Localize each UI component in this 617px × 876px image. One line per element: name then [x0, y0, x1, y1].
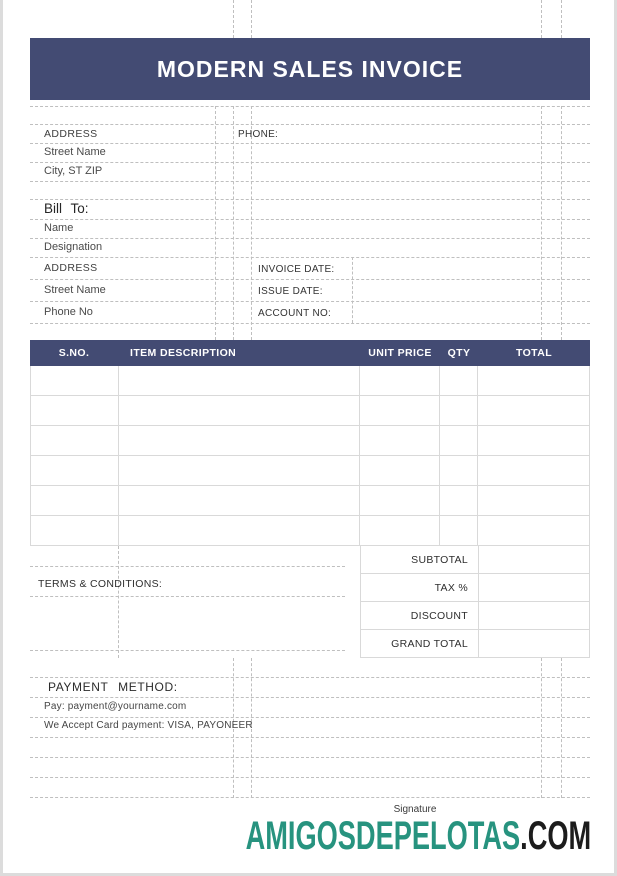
account-no-label: ACCOUNT NO:	[258, 308, 332, 319]
bill-to-address-label: ADDRESS	[44, 262, 98, 274]
empty-cell	[478, 396, 590, 426]
page-edge-left	[0, 0, 3, 876]
bill-to-heading: Bill To:	[44, 201, 89, 216]
signature-label: Signature	[393, 804, 437, 815]
grid-row	[30, 324, 590, 341]
empty-cell	[119, 426, 361, 456]
summary-spacer	[30, 602, 360, 630]
empty-cell	[360, 456, 440, 486]
bill-to-phone: Phone No	[44, 306, 93, 318]
terms-heading: TERMS & CONDITIONS:	[38, 578, 163, 590]
empty-cell	[478, 366, 590, 396]
grid-row	[30, 758, 590, 778]
grid-row	[30, 658, 590, 678]
summary-row-discount	[30, 602, 590, 630]
empty-cell	[119, 366, 361, 396]
issue-date-label: ISSUE DATE:	[258, 286, 323, 297]
payment-card-line: We Accept Card payment: VISA, PAYONEER	[44, 720, 253, 731]
grid-row	[30, 125, 590, 144]
payment-method-heading: PAYMENT METHOD:	[48, 680, 178, 694]
grand-total-value-cell	[478, 630, 590, 658]
grid-row	[30, 163, 590, 182]
grid-row	[30, 738, 590, 758]
empty-cell	[31, 396, 119, 426]
grid-row	[30, 182, 590, 200]
col-header-qty: QTY	[447, 347, 471, 359]
items-table-header	[30, 340, 590, 366]
grid-vline	[251, 0, 252, 38]
grid-vline	[561, 0, 562, 38]
invoice-title: MODERN SALES INVOICE	[156, 55, 464, 82]
empty-cell	[119, 486, 361, 516]
table-row	[31, 426, 590, 456]
watermark	[245, 816, 591, 856]
upper-grid-rows	[30, 106, 590, 341]
company-street: Street Name	[44, 146, 106, 158]
summary-row-grand-total	[30, 630, 590, 658]
company-city-zip: City, ST ZIP	[44, 165, 103, 177]
col-header-total: TOTAL	[515, 347, 553, 359]
table-row	[31, 456, 590, 486]
watermark-site-name: AMIGOSDEPELOTAS	[245, 814, 520, 858]
items-table	[30, 340, 590, 546]
empty-cell	[119, 456, 361, 486]
summary-spacer	[30, 630, 360, 658]
subtotal-value-cell	[478, 546, 590, 574]
discount-value-cell	[478, 602, 590, 630]
empty-cell	[440, 396, 478, 426]
empty-cell	[360, 396, 440, 426]
empty-cell	[478, 426, 590, 456]
grid-row	[30, 107, 590, 125]
empty-cell	[31, 426, 119, 456]
empty-cell	[440, 366, 478, 396]
summary-row-subtotal	[30, 546, 590, 574]
grid-row	[30, 220, 590, 239]
subtotal-label: SUBTOTAL	[360, 546, 478, 574]
grand-total-label: GRAND TOTAL	[360, 630, 478, 658]
empty-cell	[440, 426, 478, 456]
table-row	[31, 366, 590, 396]
bill-to-name: Name	[44, 222, 74, 234]
empty-cell	[478, 456, 590, 486]
empty-cell	[478, 486, 590, 516]
table-row	[31, 396, 590, 426]
phone-label: PHONE:	[238, 129, 279, 140]
col-header-sno: S.NO.	[58, 347, 90, 359]
watermark-tld: .COM	[519, 814, 591, 858]
empty-cell	[440, 486, 478, 516]
empty-cell	[31, 486, 119, 516]
table-row	[31, 486, 590, 516]
summary-spacer	[30, 546, 360, 574]
col-header-unit-price: UNIT PRICE	[368, 347, 432, 359]
tax-label: TAX %	[360, 574, 478, 602]
empty-cell	[440, 456, 478, 486]
items-table-body	[30, 366, 590, 546]
bill-to-designation: Designation	[44, 241, 103, 253]
table-row	[31, 516, 590, 546]
empty-cell	[119, 396, 361, 426]
invoice-date-label: INVOICE DATE:	[258, 264, 335, 275]
discount-label: DISCOUNT	[360, 602, 478, 630]
bill-to-street: Street Name	[44, 284, 106, 296]
empty-cell	[31, 366, 119, 396]
col-header-description: ITEM DESCRIPTION	[130, 347, 237, 359]
empty-cell	[31, 516, 119, 546]
company-address-label: ADDRESS	[44, 128, 98, 140]
grid-row	[30, 778, 590, 798]
invoice-header	[30, 38, 590, 100]
grid-row	[30, 144, 590, 163]
empty-cell	[360, 486, 440, 516]
summary-section	[30, 546, 590, 658]
grid-vline	[541, 0, 542, 38]
empty-cell	[360, 426, 440, 456]
empty-cell	[31, 456, 119, 486]
payment-pay-line: Pay: payment@yourname.com	[44, 701, 187, 712]
empty-cell	[478, 516, 590, 546]
tax-value-cell	[478, 574, 590, 602]
grid-vline	[233, 0, 234, 38]
grid-row	[30, 239, 590, 258]
grid-row	[30, 200, 590, 220]
empty-cell	[440, 516, 478, 546]
empty-cell	[360, 516, 440, 546]
empty-cell	[360, 366, 440, 396]
empty-cell	[119, 516, 361, 546]
